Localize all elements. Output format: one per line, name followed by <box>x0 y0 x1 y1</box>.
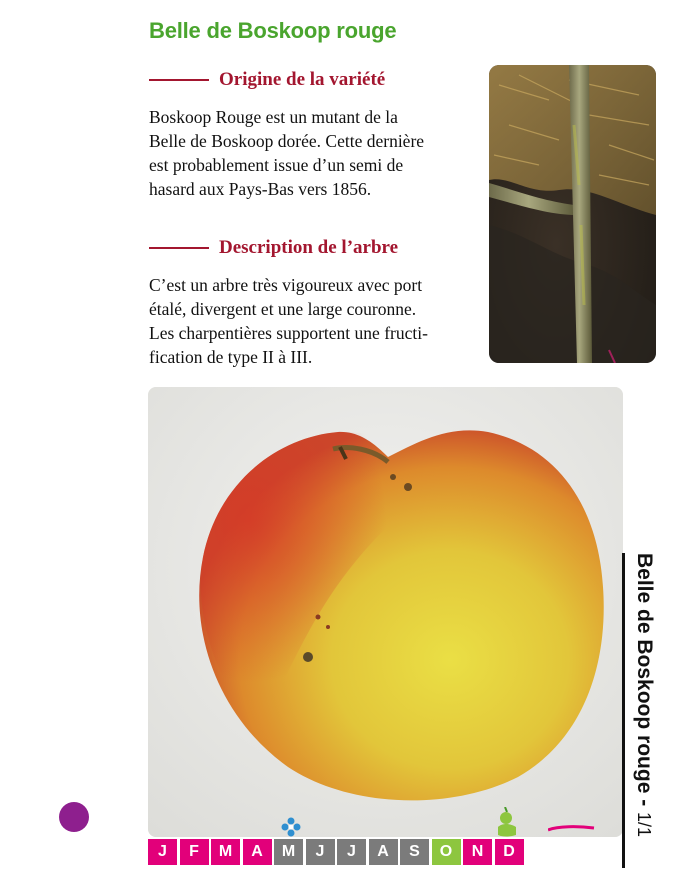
text-line: Les charpentières supportent une fructi- <box>149 323 428 343</box>
apple-photo <box>148 387 623 837</box>
text-line: fication de type II à III. <box>149 347 313 367</box>
text-line: étalé, divergent et une large couronne. <box>149 299 417 319</box>
side-label-separator: - <box>633 793 656 813</box>
month-cell: N <box>463 839 492 865</box>
text-line: Boskoop Rouge est un mutant de la <box>149 107 398 127</box>
text-line: est probablement issue d’un semi de <box>149 155 404 175</box>
picking-hand-icon <box>494 807 522 841</box>
month-cell: D <box>495 839 524 865</box>
side-label-text <box>632 553 656 837</box>
origin-paragraph <box>149 105 424 201</box>
purple-dot <box>59 802 89 832</box>
flower-icon <box>279 816 303 842</box>
heading-text: Description de l’arbre <box>219 237 399 258</box>
month-cell: A <box>369 839 398 865</box>
section-heading-description <box>149 237 398 259</box>
heading-rule <box>149 247 209 249</box>
side-label <box>622 553 662 883</box>
month-cell: M <box>211 839 240 865</box>
section-heading-origin <box>149 69 385 91</box>
month-cell: O <box>432 839 461 865</box>
month-cell: M <box>274 839 303 865</box>
heading-text: Origine de la variété <box>219 69 386 90</box>
side-label-name: Belle de Boskoop rouge <box>633 553 656 794</box>
side-rule <box>622 553 625 868</box>
side-label-page: 1/1 <box>634 812 654 838</box>
storage-bar-icon <box>548 823 596 835</box>
month-cell: S <box>400 839 429 865</box>
month-cell: J <box>306 839 335 865</box>
month-cell: J <box>337 839 366 865</box>
description-paragraph <box>149 273 428 369</box>
month-cell: F <box>180 839 209 865</box>
text-line: C’est un arbre très vigoureux avec port <box>149 275 423 295</box>
harvest-calendar <box>148 839 526 865</box>
branch-photo <box>489 65 656 363</box>
text-line: hasard aux Pays-Bas vers 1856. <box>149 179 372 199</box>
page-title: Belle de Boskoop rouge <box>149 18 397 43</box>
month-cell: A <box>243 839 272 865</box>
month-cell: J <box>148 839 177 865</box>
heading-rule <box>149 79 209 81</box>
text-line: Belle de Boskoop dorée. Cette dernière <box>149 131 425 151</box>
